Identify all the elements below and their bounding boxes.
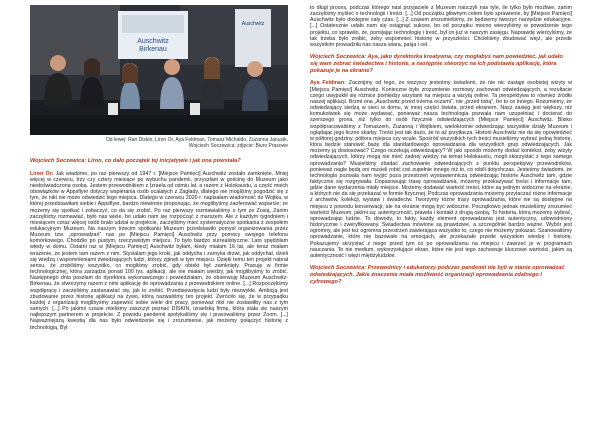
answer-1-continued: to długi proces, podczas którego nasi przyjaciele z Muzeum nauczyli nas tyle, ile tylko było możliwe, zanim zaczęliśmy myśleć o technologii i treści. [...] Od początku głównym celem było sprawienie, by [Miejsce Pamięci] Auschwitz było dostępne cały czas. [...] Z czasem zrozumieliśmy, że będziemy tworzyć narzędzie edukacyjne. [...] Ostatecznie udało nam się osiągnąć sukces, bo od początku mocno wierzyliśmy w powodzenie tego projektu, co sprawiło, że, pomijając technologię i treść, był on już w naszym zasięgu. Naprawdę wierzyliśmy, że tak trzeba było zrobić, żeby wspomnieć historię w przyszłości. Chcieliśmy zbudować więź, ale przede wszystkim prowadziła nas nasza wiara, pasja i cel. [310,5,572,48]
answer-2-speaker: Aya Feldman: [310,80,346,87]
question-3-speaker: Wojciech Soczewica: [310,265,367,272]
question-2-text: Aya, jako dyrektorka kreatywna, czy mogłabyś nam powiedzieć, jak udało się wam zebrać świadectwa i historie, a następnie stworzyć na ich podstawie aplikację, która pokazuje je na ekranie? [310,54,563,74]
question-1 [30,158,288,165]
question-2 [310,54,572,74]
left-column [30,5,288,331]
answer-2 [310,80,572,259]
roll-up-banner [235,9,271,67]
question-3-text: Przewodnicy i edukatorzy podczas pandemii nie byli w stanie oprowadzać odwiedzających. Jakie znaczenie miała możliwość organizacji oprowadzania zdalnego i cyfrowego? [310,265,565,285]
right-column [310,5,572,285]
panel-discussion-photo [30,5,288,135]
question-1-speaker: Wojciech Soczewica: [30,157,87,164]
answer-2-text: Zacznijmy od tego, że wszyscy jesteśmy świadomi, że nie nic zastąpi osobistej wizyty w [Miejscu Pamięci] Auschwitz. Konieczne było zrozumienie rozmowy zachowań odwiedzających, a rezultacie czego uwypuklił się różnice pomiędzy wizytami na miejscu a wizytą online. Ta perspektywa to również źródło naszej aplikacji. Brzmi ona „Auschwitz przed trzema oczami”, nie „przed tobą”, bo to co innego. Rozumiemy, że odwiedzający siedzą w sieci w domu, w innej części świata, przed ekranem. Nasz zasięg jest większy, niż komukolwiek się może wydawać, ponieważ nasza technologia pozwala nam uzupełniać i docierać do szerszego grona, niż tylko do osób fizycznie odwiedzających [Miejsce Pamięci] Auschwitz. Blisko współpracowaliśmy z Tomaszem, Zuzanną i Wojtkiem, wielokrotnie odwiedzając wszystkie działy Muzeum i oglądając jego liczne skarby. Treści jest tak dużo, że to aż przytłacza. Historii Auschwitz nie da się opowiedzieć w półtorej godziny, półtora miejsca czy wcale. Spośród wszystkich tych treści musieliśmy wybrać jedną historię, która będzie stanowić bazę dla standardowego oprowadzania dla wszystkich grup odwiedzających. Jak możemy ją dostosować? Czego oczekują odwiedzający? W jaki sposób możemy dodać kontekst, żeby wizyty odwiedzających, którzy mogą nie mieć żadnej wiedzy na temat Holokaustu, mogli skorzystać z tego samego oprowadzania? Musieliśmy zbadać zachowanie odwiedzających z punktu perspektywy przewodników, ponieważ nagle będą oni musieli robić coś zupełnie innego niż to, co robili dotychczas. Jesteśmy świadomi, że technologia pozwala nam wyjść poza przestrzeń wystawienniczą odwiedzając historie Auschwitz tam, gdzie faktycznie się rozgrywała. Dopasowując trasę oprowadzania, możemy przekazywać treści i informacje tam, gdzie dane wydarzenia miały miejsce. Możemy dodawać wartość treści, które są jednym widoczne na ekranie, a których nie da się przekazać w formie fizycznej. Podczas oprowadzania możemy przytaczać różne informacje z archiwów, kolekcji, wystaw i świadectw. Tworzymy różne trasy oprowadzania, które nie są dostępne na miejscu z powodu konserwacji, ale na ekranie mogą być widoczne. Początkowo jednak musieliśmy zrozumieć wartości Muzeum, jakimi są: autentyczność, prawda i kontakt z drugą osobą. To historia, którą możemy wybrać, oprowadzając ludzie. To dowody, to fakty, każdy element oprowadzania jest autentyczny, udowodniony historycznie i zweryfikowany. Świadectwa mówione są prawdziwe, a szczególnie bardzo ważne. Wybór jest ogromny, ale jest też ogromna przestrzeń zawierająca wszystko to, czego nie możemy pokazać. Szanowaliśmy oprowadzanie, które nie bazowało na emocjach, ale przekazało przede wszystkim wiedzę i historię. Pokazujemy skrzystać z niego przed tym co po oprowadzaniu na miejscu i zawrzeć je w programach nauczania. To nie medium, wykorzystujące ekran, które nie jest tego zachowuje kluczowe wartości, jakim są autentyczność i więzi międzyludzkie. [310,80,572,259]
screen-text-1: Auschwitz [137,38,169,45]
answer-1-speaker: Liron Or: [30,170,54,177]
answer-1 [30,171,288,331]
photo-illustration [30,5,288,135]
answer-1-text: Jak wiadomo, po raz pierwszy od 1947 r. [Miejsce Pamięci] Auschwitz zostało zamknięte. Mniej więcej w czerwcu, trzy czy cztery miesiące po wybuchu pandemii, przyszłam w gościnę do Muzeum jako niedoświadczona osoba. Jestem przewodnikiem z Izraela od ośmiu lat, a razem z Holokaustu, a część moich obowiązków w Appsflyer dotyczy wspierania osób ocalałych z Zagłady, dlatego nie mogliśmy pogodzić się z tym, że nikt nie może odwiedzić tego miejsca. Dlatego w czerwcu 2020 r. napisałam wiadomość do Wojtka, w której przedstawiłam siebie i Appsflyer, bardzo niewinnie proponując, że moglibyśmy zaoferować wsparcie; że możemy się spotkać i zobaczyć, co da się zrobić. Po raz pierwszy rozmawialiśmy o tym ze Zosią. Zanim zaczęliśmy rozmawiać, było nas wiele, bo udało nam się rozpocząć z marszem. Ale z każdym tygodniem i miesiącem coraz więcej osób brało udział w projekcie, zaczęliśmy mieć systematyczne spotkania z zespołem edukacyjnym Muzeum. Na naszym trzecim spotkaniu Muzeum przedstawiło pomysł organizowania przez Muzeum tzw. „oprowadzań” nas po [Miejscu Pamięci] Auschwitz przy pomocy swojego telefonu komórkowego. Chodziło po pustym, rzeczywistym miejscu. To było bardzo surrealistyczne. Lato spędziłam wtedy w domu. Ostatni raz w [Miejscu Pamięci] Auschwitz byłam, kiedy miałam 16 lat, ale teraz miałam wrażenie, że jestem tam razem z nim. Stysialam jego kroki, jak oddycha i zamyka drzwi, jak oddychał, dzieli się wiedzą i wspomnieniami zwiedzających ludzi, którzy zginęli w tym miejscu. Dzięki temu ten projekt nabrał sensu, że zrobiliśmy wszystko, co mogliśmy zrobić, gdy obiekt był zamknięty. Pracuję w firmie technologicznej, która zarządza ponad 100 tys. aplikacji, ale nie miałam wiedzy, jak moglibyśmy to zrobić. Następnego dnia poszłam do dyrektora wykonawczego i powiedziałam, że obserwuję Muzeum Auschwitz-Birkenau, że stworzymy razem z nimi aplikację do oprowadzania z przewodnikiem online. [...] Rozpoczęliśmy współpracę i zaczęliśmy zastanawiać się, jak to zrobić. Przedsięwzięcia ludzi były niezwykłe. Ambicją jest zbudowanie przez historię aplikacji na żywo, którą nazwaliśmy ten projekt. Zwróciło się, że w przypadku każdej z organizacji moglibyśmy zapewnić sobie wiele dni pracy, ponieważ nikt nie zostawiłby nas z tym samych. [...] Po jakimś czasie mieliśmy zaszczyt poznać DISKIN, izraelską firmę, która stała się naszym najlepszym partnerem w projekcie. Z powodu pandemii spotykaliśmy się i pracowaliśmy przez Zoom. [...] Najważniejszą kwestią dla nas było odwiedzenie się i zrozumienie, jak możemy połączyć historię z technologią. Był [30,170,288,331]
photo-caption: Od lewej: Ran Diskin, Liron Or, Aya Feldman, Tomasz Michaldo, Zuzanna Janusik, Wojciech Soczewica; zdjęcie: Biuro Prasowe [105,137,288,150]
question-3 [310,265,572,285]
question-1-text: Liron, co dało początek tej inicjatywie i jak ona powstała? [86,157,241,164]
question-2-speaker: Wojciech Soczewica: [310,54,367,61]
banner-text: Auschwitz [241,21,265,27]
screen-text-2: Birkenau [139,46,167,53]
